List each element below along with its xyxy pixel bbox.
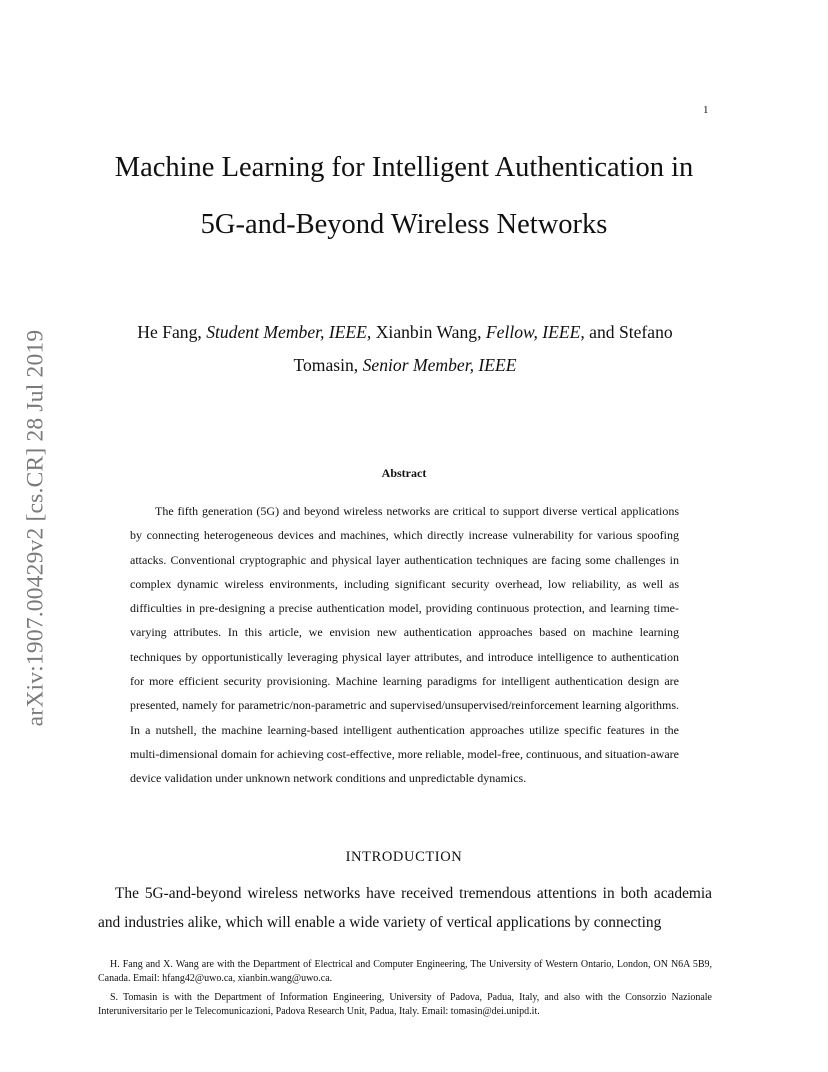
author-list bbox=[120, 316, 690, 382]
author-membership: Student Member, IEEE, bbox=[206, 322, 372, 342]
page-number: 1 bbox=[703, 104, 709, 116]
abstract-heading: Abstract bbox=[381, 466, 427, 480]
footnotes bbox=[98, 958, 712, 1024]
introduction-paragraph: The 5G-and-beyond wireless networks have received tremendous attentions in both academia and industries alike, which will enable a wide variety of vertical applications by connecting bbox=[98, 885, 712, 931]
introduction-heading: INTRODUCTION bbox=[345, 849, 463, 865]
footnote-affiliation: H. Fang and X. Wang are with the Department of Electrical and Computer Engineering, The University of Western Ontario, London, ON N6A 5B9, Canada. Email: hfang42@uwo.ca, xianbin.wang@uwo.ca. bbox=[98, 959, 712, 984]
abstract-text: The fifth generation (5G) and beyond wireless networks are critical to support diverse vertical applications by connecting heterogeneous devices and machines, which directly increase vulnerability for various spoofing attacks. Conventional cryptographic and physical layer authentication techniques are facing some challenges in complex dynamic wireless environments, including significant security overhead, low reliability, as well as difficulties in pre-designing a precise authentication model, providing continuous protection, and learning time-varying attributes. In this article, we envision new authentication approaches based on machine learning techniques by opportunistically leveraging physical layer attributes, and introduce intelligence to authentication for more efficient security provisioning. Machine learning paradigms for intelligent authentication design are presented, namely for parametric/non-parametric and supervised/unsupervised/reinforcement learning algorithms. In a nutshell, the machine learning-based intelligent authentication approaches utilize specific features in the multi-dimensional domain for achieving cost-effective, more reliable, model-free, continuous, and situation-aware device validation under unknown network conditions and unpredictable dynamics. bbox=[130, 504, 679, 786]
author-name: He Fang, bbox=[137, 322, 207, 342]
footnote-affiliation: S. Tomasin is with the Department of Information Engineering, University of Padova, Padua, Italy, and also with the Consorzio Nazionale Interuniversitario per le Telecomunicazioni, Padova Research Unit, Padua, Italy. Email: tomasin@dei.unipd.it. bbox=[98, 992, 712, 1017]
paper-title: Machine Learning for Intelligent Authentication in 5G-and-Beyond Wireless Networks bbox=[114, 152, 694, 240]
author-name: and Stefano Tomasin, bbox=[293, 322, 673, 375]
author-name: Xianbin Wang, bbox=[371, 322, 486, 342]
author-membership: Senior Member, IEEE bbox=[362, 355, 517, 375]
author-membership: Fellow, IEEE, bbox=[485, 322, 585, 342]
arxiv-identifier-stamp: arXiv:1907.00429v2 [cs.CR] 28 Jul 2019 bbox=[22, 329, 49, 727]
